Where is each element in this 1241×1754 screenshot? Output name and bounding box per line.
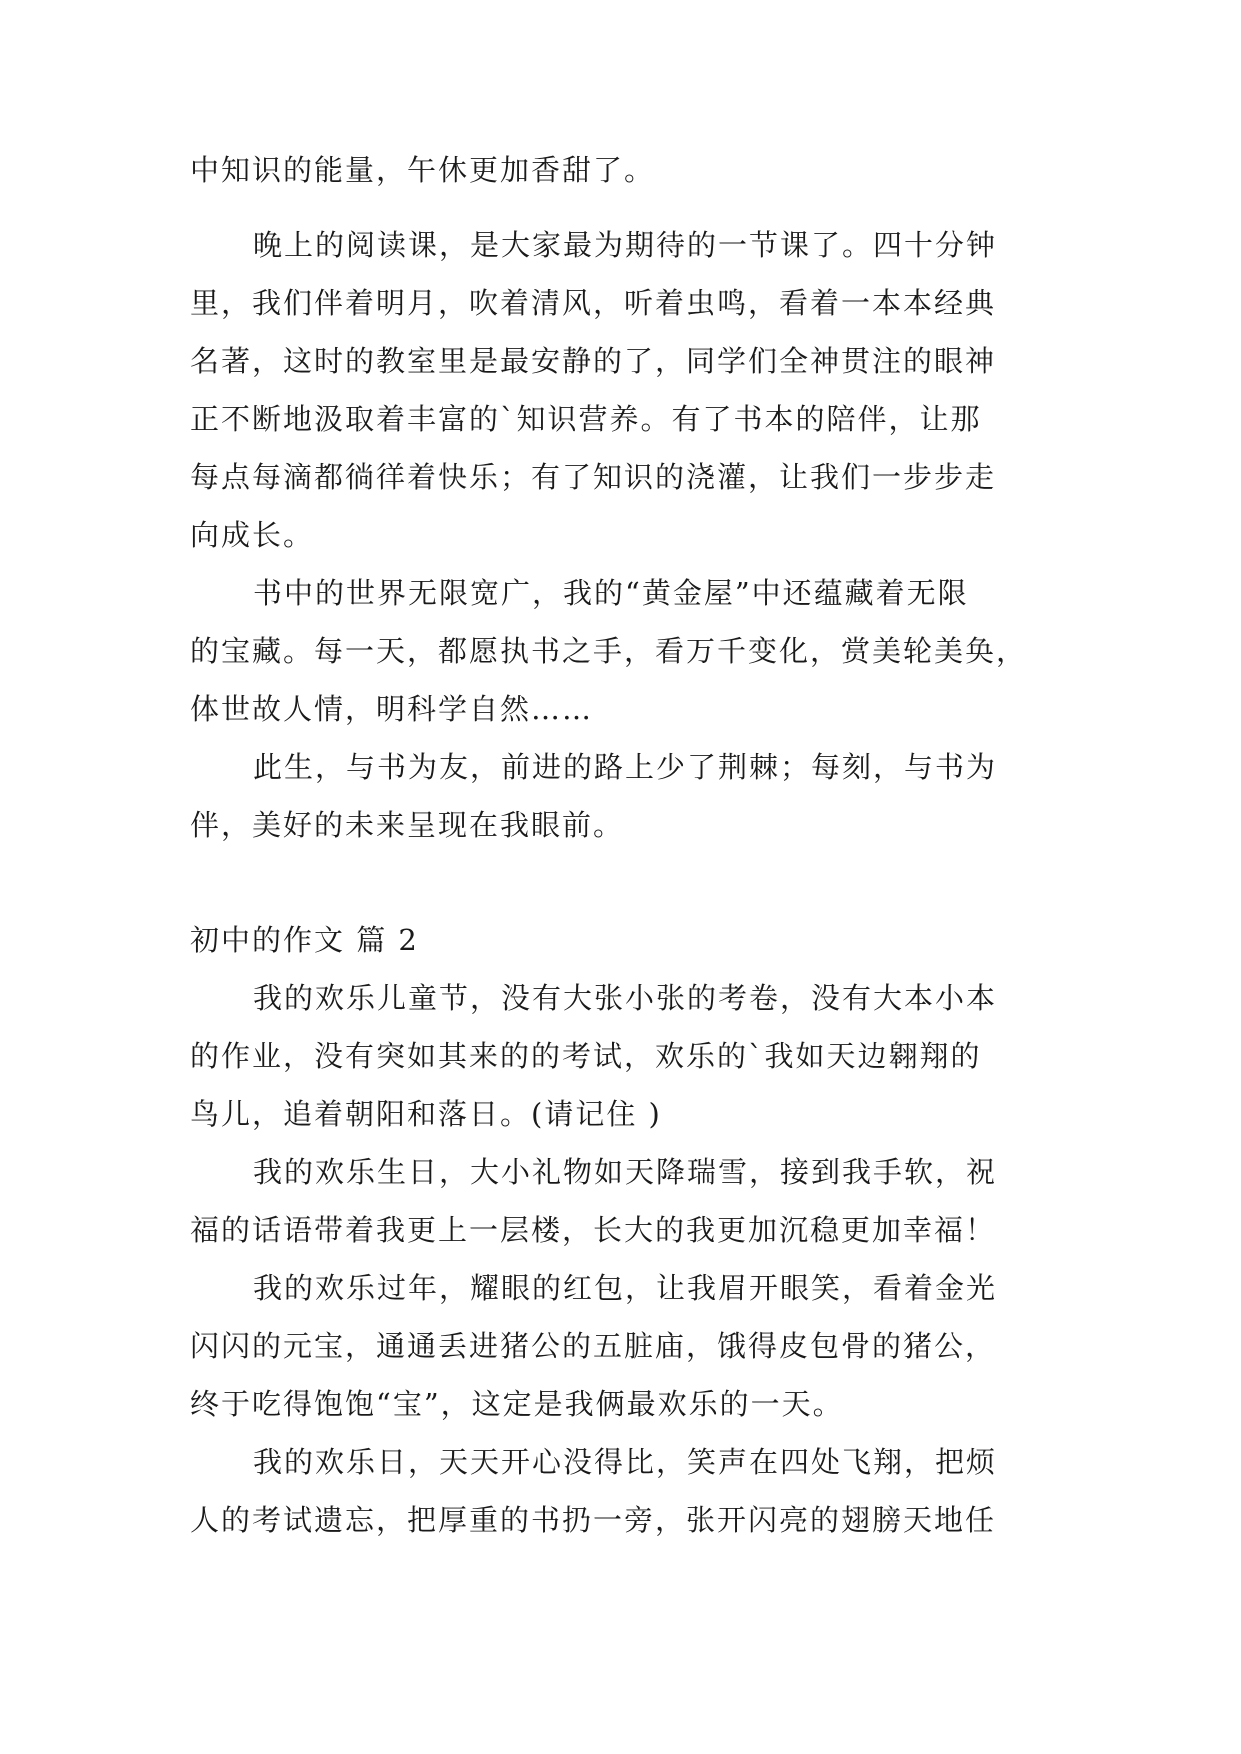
text-line: 的宝藏。每一天，都愿执书之手，看万千变化，赏美轮美奂， xyxy=(190,634,1028,668)
text-line: 中知识的能量，午休更加香甜了。 xyxy=(190,153,656,187)
paragraph-start-line: 我的欢乐过年，耀眼的红包，让我眉开眼笑，看着金光 xyxy=(253,1271,998,1305)
text-line: 正不断地汲取着丰富的`知识营养。有了书本的陪伴，让那 xyxy=(190,402,982,436)
paragraph-start-line: 晚上的阅读课，是大家最为期待的一节课了。四十分钟 xyxy=(253,228,998,262)
text-line: 的作业，没有突如其来的的考试，欢乐的`我如天边翱翔的 xyxy=(190,1039,982,1073)
text-line: 人的考试遗忘，把厚重的书扔一旁，张开闪亮的翅膀天地任 xyxy=(190,1503,997,1537)
section-heading: 初中的作文 篇 2 xyxy=(190,923,419,957)
text-line: 福的话语带着我更上一层楼，长大的我更加沉稳更加幸福！ xyxy=(190,1213,997,1247)
text-line: 鸟儿，追着朝阳和落日。(请记住 ) xyxy=(190,1097,662,1131)
text-line: 每点每滴都徜徉着快乐；有了知识的浇灌，让我们一步步走 xyxy=(190,460,997,494)
text-line: 终于吃得饱饱“宝”，这定是我俩最欢乐的一天。 xyxy=(190,1387,844,1421)
text-line: 名著，这时的教室里是最安静的了，同学们全神贯注的眼神 xyxy=(190,344,997,378)
paragraph-start-line: 我的欢乐日，天天开心没得比，笑声在四处飞翔，把烦 xyxy=(253,1445,998,1479)
paragraph-start-line: 我的欢乐生日，大小礼物如天降瑞雪，接到我手软，祝 xyxy=(253,1155,998,1189)
text-line: 里，我们伴着明月，吹着清风，听着虫鸣，看着一本本经典 xyxy=(190,286,997,320)
paragraph-start-line: 此生，与书为友，前进的路上少了荆棘；每刻，与书为 xyxy=(253,750,998,784)
paragraph-start-line: 书中的世界无限宽广，我的“黄金屋”中还蕴藏着无限 xyxy=(253,576,969,610)
text-line: 体世故人情，明科学自然…… xyxy=(190,692,594,726)
text-line: 闪闪的元宝，通通丢进猪公的五脏庙，饿得皮包骨的猪公， xyxy=(190,1329,997,1363)
paragraph-start-line: 我的欢乐儿童节，没有大张小张的考卷，没有大本小本 xyxy=(253,981,998,1015)
text-line: 向成长。 xyxy=(190,518,315,552)
text-line: 伴，美好的未来呈现在我眼前。 xyxy=(190,808,625,842)
